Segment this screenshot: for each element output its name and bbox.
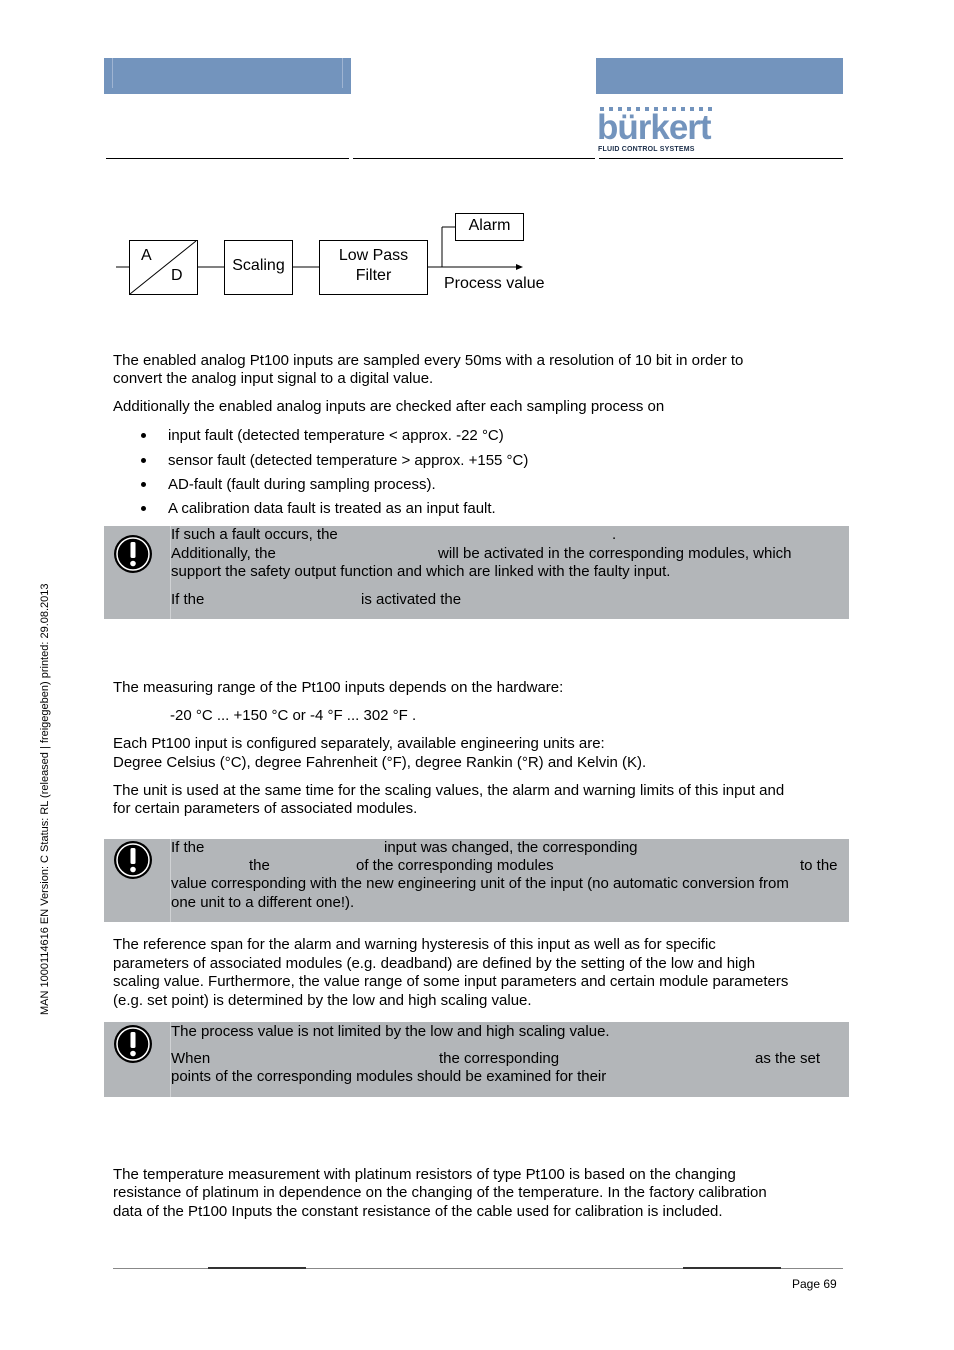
- note1-line4b: is activated the: [361, 591, 462, 608]
- note1-line2a: Additionally, the: [171, 545, 276, 562]
- para-unit-usage-line2: for certain parameters of associated modules.: [113, 800, 418, 817]
- para-pt100-line2: resistance of platinum in dependence on the changing of the temperature. In the factory calibration: [113, 1184, 767, 1201]
- bullet-dot: [141, 506, 146, 511]
- footer-rule-accent-right: [683, 1267, 781, 1269]
- footer-rule-accent-left: [208, 1267, 306, 1269]
- warning-exclamation-icon: [113, 1024, 153, 1064]
- warning-exclamation-icon: [113, 534, 153, 574]
- para-pt100-line1: The temperature measurement with platinum resistors of type Pt100 is based on the changing: [113, 1166, 736, 1183]
- para-reference-span-line3: scaling value. Furthermore, the value range of some input parameters and certain module parameters: [113, 973, 789, 990]
- para-reference-span-line2: parameters of associated modules (e.g. deadband) are defined by the setting of the low and high: [113, 955, 756, 972]
- note1-line1b: .: [612, 526, 617, 543]
- burkert-logo: [596, 106, 718, 156]
- range-value: -20 °C ... +150 °C or -4 °F ... 302 °F .: [170, 707, 417, 724]
- warning-exclamation-icon: [113, 840, 153, 880]
- note2-line1b: input was changed, the corresponding: [384, 839, 638, 856]
- bullet-dot: [141, 433, 146, 438]
- note1-line2b: will be activated in the corresponding modules, which: [438, 545, 792, 562]
- note2-line3: value corresponding with the new engineering unit of the input (no automatic conversion from: [171, 875, 789, 892]
- process-value-label: Process value: [444, 275, 545, 292]
- para-pt100-line3: data of the Pt100 Inputs the constant resistance of the cable used for calibration is included.: [113, 1203, 723, 1220]
- scaling-label: Scaling: [232, 257, 285, 274]
- logo-subtitle: FLUID CONTROL SYSTEMS: [598, 146, 695, 153]
- note2-line1a: If the: [171, 839, 205, 856]
- note2-line4: one unit to a different one!).: [171, 894, 355, 911]
- para-units-line1: Each Pt100 input is configured separately, available engineering units are:: [113, 735, 605, 752]
- document-status-vertical: MAN 1000114616 EN Version: C Status: RL (released | freigegeben) printed: 29.08.2013: [39, 583, 51, 1015]
- page-number: Page 69: [792, 1277, 837, 1291]
- note-process-value: [104, 1022, 849, 1097]
- ad-label-d: D: [171, 267, 183, 284]
- header-rule-2: [353, 158, 595, 159]
- note3-line1: The process value is not limited by the low and high scaling value.: [171, 1023, 610, 1040]
- note3-line3: points of the corresponding modules should be examined for their: [171, 1068, 607, 1085]
- para-sampling-line2: convert the analog input signal to a digital value.: [113, 370, 434, 387]
- note2-line2c: to the: [800, 857, 838, 874]
- note2-line2b: of the corresponding modules: [356, 857, 554, 874]
- para-unit-usage-line1: The unit is used at the same time for the scaling values, the alarm and warning limits of this input and: [113, 782, 785, 799]
- bullet-input-fault: input fault (detected temperature < approx. -22 °C): [168, 427, 504, 444]
- note1-line3: support the safety output function and which are linked with the faulty input.: [171, 563, 671, 580]
- para-sampling-line1: The enabled analog Pt100 inputs are sampled every 50ms with a resolution of 10 bit in order to: [113, 352, 744, 369]
- bullet-calibration-fault: A calibration data fault is treated as an input fault.: [168, 500, 496, 517]
- bullet-ad-fault: AD-fault (fault during sampling process).: [168, 476, 436, 493]
- lowpass-label-line1: Low Pass: [338, 247, 409, 264]
- para-units-line2: Degree Celsius (°C), degree Fahrenheit (°F), degree Rankin (°R) and Kelvin (K).: [113, 754, 647, 771]
- bullet-sensor-fault: sensor fault (detected temperature > approx. +155 °C): [168, 452, 529, 469]
- header-band-left-notch: [112, 58, 113, 88]
- para-measuring-range: The measuring range of the Pt100 inputs depends on the hardware:: [113, 679, 564, 696]
- note1-line4a: If the: [171, 591, 205, 608]
- header-rule-1: [106, 158, 349, 159]
- alarm-label: Alarm: [468, 217, 511, 234]
- note-unit-change: [104, 839, 849, 922]
- ad-converter-box: [129, 240, 198, 295]
- signal-flow-diagram: [110, 205, 570, 305]
- para-reference-span-line4: (e.g. set point) is determined by the low and high scaling value.: [113, 992, 532, 1009]
- note3-line2c: as the set: [755, 1050, 821, 1067]
- header-band-left: [104, 58, 351, 94]
- header-band-left-notch-right: [342, 58, 343, 88]
- logo-wordmark: bürkert: [597, 108, 711, 147]
- lowpass-label-line2: Filter: [355, 267, 392, 284]
- bullet-dot: [141, 458, 146, 463]
- note1-line1a: If such a fault occurs, the: [171, 526, 338, 543]
- note3-line2b: the corresponding: [439, 1050, 560, 1067]
- header-rule-3: [599, 158, 843, 159]
- note3-line2a: When: [171, 1050, 211, 1067]
- header-band-right: [596, 58, 843, 94]
- para-checks: Additionally the enabled analog inputs are checked after each sampling process on: [113, 398, 665, 415]
- bullet-dot: [141, 482, 146, 487]
- ad-label-a: A: [141, 247, 152, 264]
- note-fault: [104, 526, 849, 619]
- para-reference-span-line1: The reference span for the alarm and warning hysteresis of this input as well as for specific: [113, 936, 716, 953]
- note2-line2a: the: [249, 857, 270, 874]
